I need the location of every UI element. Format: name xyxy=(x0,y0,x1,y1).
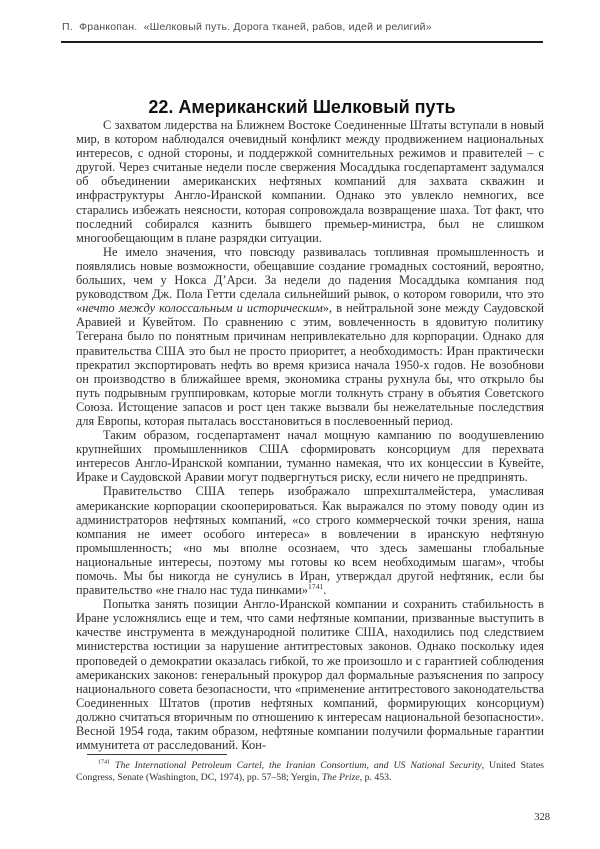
page-number: 328 xyxy=(534,812,550,823)
footnote-ref: 1741 xyxy=(98,759,111,766)
paragraph xyxy=(76,597,544,752)
text-run: Таким образом, госдепартамент начал мощную кампанию по воодушевлению крупнейших промышленников США сформировать консорциум для перехвата интересов Англо-Иранской компании, туманно намекая, что их концессии в Кувейте, Ираке и Саудовской Аравии могут подвергнуться риску, если ничего не предпринять. xyxy=(76,428,544,485)
chapter-title: 22. Американский Шелковый путь xyxy=(148,97,456,118)
text-run: Не имело значения, что повсюду развивалась топливная промышленность и появлялись новые возможности, обещавшие создание громадных состояний, вероятно, больших, чем у Нокса Д’Арси. За недели до падения Мосаддыка компания под руководством Дж. Пола Гетти сделала сильнейший рывок, о котором говорили, что это « xyxy=(76,244,544,316)
footnote-ref: 1741 xyxy=(307,581,324,591)
paragraph xyxy=(76,118,544,245)
paragraph xyxy=(76,760,544,784)
paragraph xyxy=(76,245,544,428)
text-run: нечто между колоссальным и историческим xyxy=(82,301,323,316)
footnote xyxy=(76,760,544,784)
text-run: , United States Congress, Senate (Washington, DC, 1974), pp. 57–58; Yergin, xyxy=(76,760,544,784)
text-run: Правительство США теперь изображало шпрехшталмейстера, умасливая американские корпорации скооперироваться. Как выражался по этому поводу один из администраторов нефтяных компаний, «со строго коммерческой точки зрения, наша компания не имеет особого интереса» в вовлечении в иранскую нефтяную промышленность; «но мы вполне осознаем, что здесь замешаны глобальные национальные интересы, поэтому мы готовы ко всем необходимым шагам», чтобы помочь. Мы бы никогда не сунулись в Иран, утверждал другой нефтяник, если бы правительство «не гнало нас туда пинками» xyxy=(76,484,544,598)
body-text xyxy=(76,118,544,752)
text-run: . xyxy=(323,583,327,598)
text-run: , p. 453. xyxy=(359,772,392,784)
paragraph xyxy=(76,428,544,484)
text-run: С захватом лидерства на Ближнем Востоке Соединенные Штаты вступали в новый мир, в котором наблюдался очевидный конфликт между продвижением национальных интересов, с одной стороны, и поддержкой сомнительных режимов и правителей – с другой. Через считаные недели после свержения Мосаддыка госдепартамент задумался об объединении американских нефтяных компаний для захвата скважин и инфраструктуры Англо-Иранской компании. Однако это увлекло немногих, все старались избежать неясности, которая сопровождала возвращение шаха. Тот факт, что последний собирался казнить бывшего премьер-министра, был не слишком многообещающим в плане разрядки ситуации. xyxy=(76,118,544,245)
text-run: Попытка занять позиции Англо-Иранской компании и сохранить стабильность в Иране усложнялись еще и тем, что сами нефтяные компании, призванные выступить в качестве инструмента в международной политике США, находились под следствием министерства юстиции за нарушение антитрестовых законов. Однако поскольку идея проповедей о демократии оказалась гибкой, то же произошло и с гарантией соблюдения американских законов: генеральный прокурор дал формальные разъяснения по запросу национального совета безопасности, что «применение антитрестового законодательства Соединенных Штатов (против нефтяных компаний, формирующих консорциум) должно считаться вторичным по отношению к интересам национальной безопасности». Весной 1954 года, таким образом, нефтяные компании получили формальные гарантии иммунитета от расследований. Кон- xyxy=(76,597,544,753)
running-header: П. Франкопан. «Шелковый путь. Дорога тканей, рабов, идей и религий» xyxy=(62,21,432,33)
header-rule xyxy=(61,41,543,43)
text-run: The Prize xyxy=(321,772,360,784)
footnote-rule xyxy=(87,754,227,755)
text-run: The International Petroleum Cartel, the Iranian Consortium, and US National Security xyxy=(115,760,482,771)
paragraph xyxy=(76,484,544,597)
text-run: », в нейтральной зоне между Саудовской Аравией и Кувейтом. По сравнению с этим, вовлеченность в ядовитую политику Тегерана было по понятным причинам непривлекательно для корпорации. Однако для правительства США это был не просто приоритет, а необходимость: Иран практически прекратил экспортировать нефть во время кризиса начала 1950-х годов. Не возобнови он производство в ближайшее время, экономика страны рухнула бы, что открыло бы путь подрывным группировкам, которые могли толкнуть страну в объятия Советского Союза. Истощение запасов и рост цен также вызвали бы нежелательные последствия для Европы, которая пыталась восстановиться в послевоенный период. xyxy=(76,301,544,428)
